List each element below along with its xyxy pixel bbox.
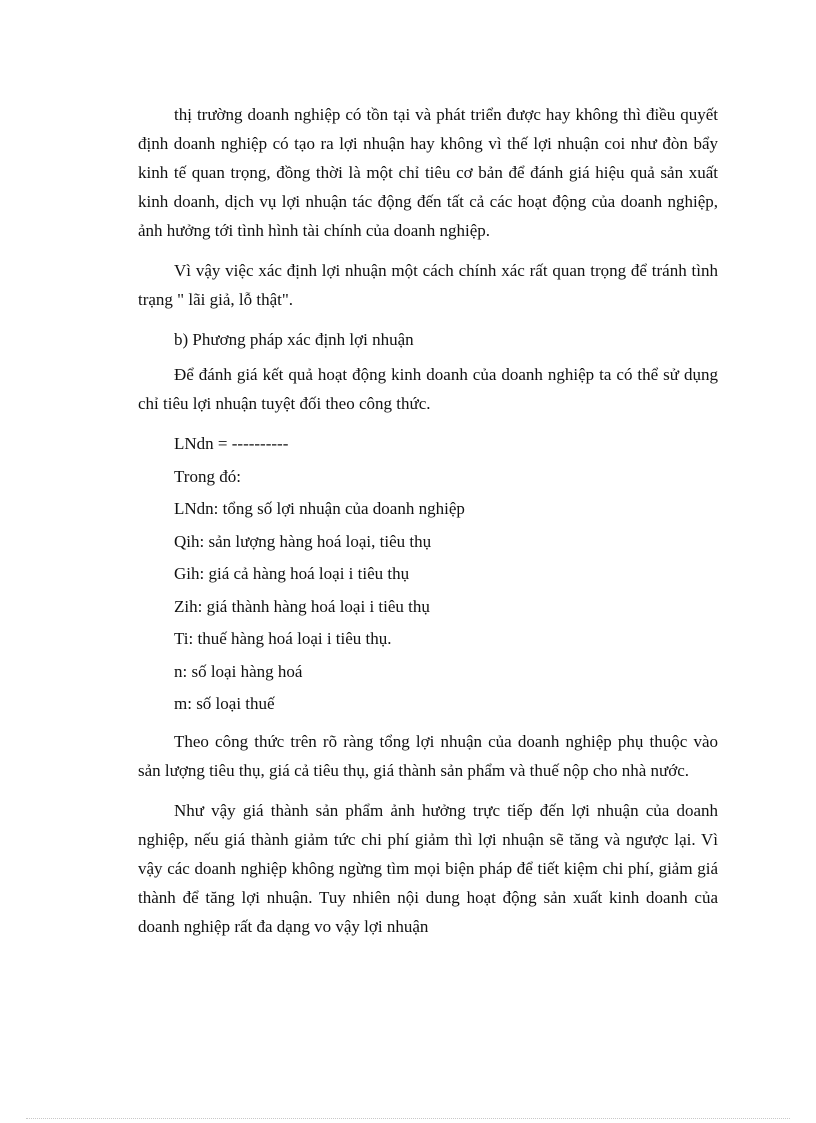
paragraph-profit-importance: thị trường doanh nghiệp có tồn tại và phát triển được hay không thì điều quyết định doanh nghiệp có tạo ra lợi nhuận hay không vì thế lợi nhuận coi như đòn bẩy kinh tế quan trọng, đồng thời là một chỉ tiêu cơ bản để đánh giá hiệu quả sản xuất kinh doanh, dịch vụ lợi nhuận tác động đến tất cả các hoạt động của doanh nghiệp, ảnh hưởng tới tình hình tài chính của doanh nghiệp. <box>138 105 718 240</box>
paragraph-formula-intro: Để đánh giá kết quả hoạt động kinh doanh của doanh nghiệp ta có thể sử dụng chỉ tiêu lợi nhuận tuyệt đối theo công thức. <box>138 365 718 413</box>
definition-m: m: số loại thuế <box>174 694 275 713</box>
page-bottom-divider <box>26 1118 790 1119</box>
definition-qih: Qih: sản lượng hàng hoá loại, tiêu thụ <box>174 531 432 551</box>
paragraph-cost-impact: Như vậy giá thành sản phẩm ảnh hưởng trực tiếp đến lợi nhuận của doanh nghiệp, nếu giá thành giảm tức chi phí giảm thì lợi nhuận sẽ tăng và ngược lại. Vì vậy các doanh nghiệp không ngừng tìm mọi biện pháp để tiết kiệm chi phí, giảm giá thành để tăng lợi nhuận. Tuy nhiên nội dung hoạt động sản xuất kinh doanh của doanh nghiệp rất đa dạng vo vậy lợi nhuận <box>138 801 718 936</box>
paragraph-accuracy: Vì vậy việc xác định lợi nhuận một cách chính xác rất quan trọng để tránh tình trạng " lãi giả, lỗ thật". <box>138 261 718 309</box>
paragraph-formula-conclusion: Theo công thức trên rõ ràng tổng lợi nhuận của doanh nghiệp phụ thuộc vào sản lượng tiêu thụ, giá cả tiêu thụ, giá thành sản phẩm và thuế nộp cho nhà nước. <box>138 732 718 780</box>
definition-gih: Gih: giá cả hàng hoá loại i tiêu thụ <box>174 564 410 583</box>
definition-ti: Ti: thuế hàng hoá loại i tiêu thụ. <box>174 629 392 648</box>
formula-line: LNdn = ---------- <box>174 434 289 453</box>
section-heading-method: b) Phương pháp xác định lợi nhuận <box>174 330 414 349</box>
definition-lndn: LNdn: tổng số lợi nhuận của doanh nghiệp <box>174 499 465 518</box>
definition-zih: Zih: giá thành hàng hoá loại i tiêu thụ <box>174 596 430 616</box>
definition-n: n: số loại hàng hoá <box>174 661 303 681</box>
formula-definitions <box>138 429 718 718</box>
formula-where-label: Trong đó: <box>174 466 241 486</box>
document-page <box>138 100 718 952</box>
